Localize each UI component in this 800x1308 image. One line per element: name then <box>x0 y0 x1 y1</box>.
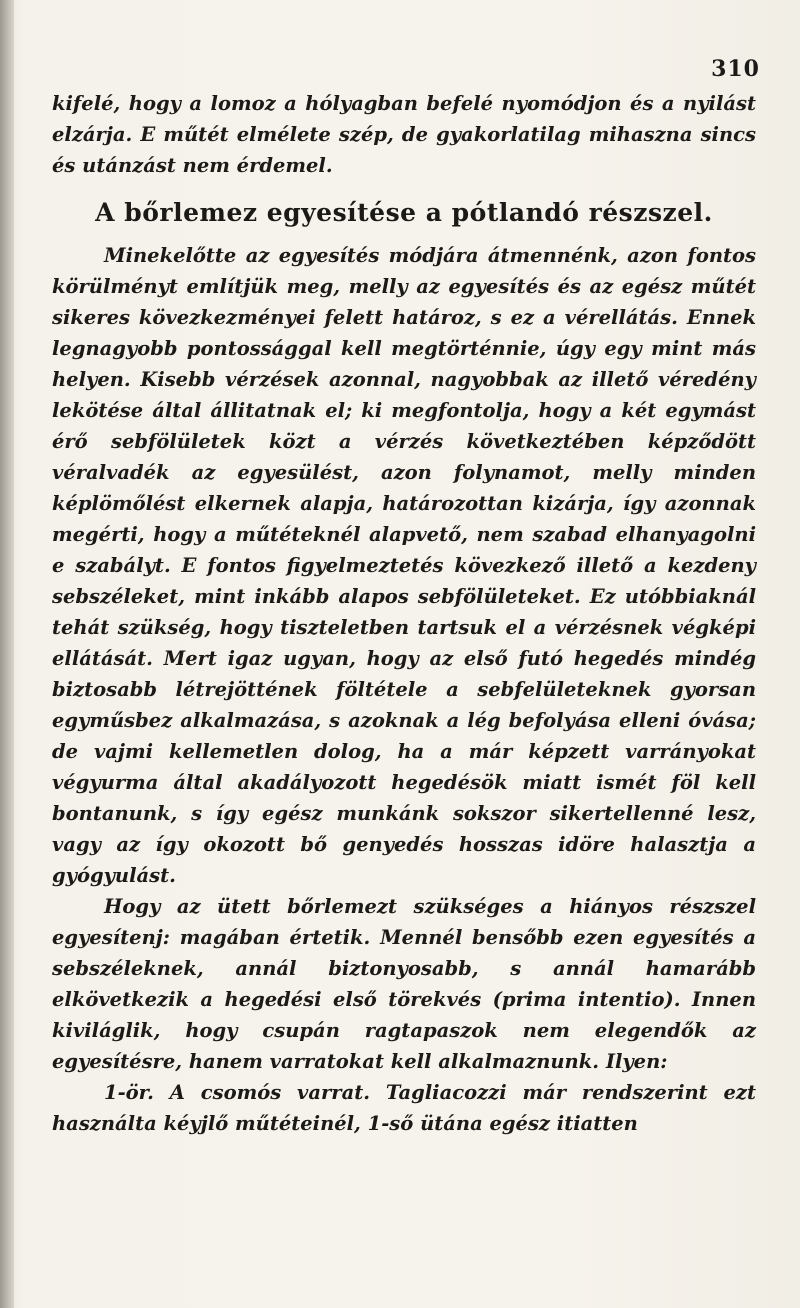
body-text <box>52 88 756 1139</box>
paragraph: kifelé, hogy a lomoz a hólyagban befelé nyomódjon és a nyilást elzárja. E műtét elmélete szép, de gyakorlatilag mihaszna sincs és utánzást nem érdemel. <box>52 92 756 177</box>
section-heading: A bőrlemez egyesítése a pótlandó részszel. <box>95 198 713 227</box>
paragraph: Hogy az ütett bőrlemezt szükséges a hiányos részszel egyesítenj: magában értetik. Mennél bensőbb ezen egyesítés a sebszéleknek, annál biztonyosabb, s annál hamarább elkövetkezik a hegedési első törekvés (prima intentio). Innen kiviláglik, hogy csupán ragtapaszok nem elegendők az egyesítésre, hanem varratokat kell alkalmaznunk. Ilyen: <box>52 895 756 1073</box>
binding-gutter <box>0 0 14 1308</box>
page-number: 310 <box>711 56 760 82</box>
paragraph: Minekelőtte az egyesítés módjára átmennénk, azon fontos körülményt említjük meg, melly az egyesítés és az egész műtét sikeres kövezkezményei felett határoz, s ez a vérellátás. Ennek legnagyobb pontossággal kell megtörténnie, úgy egy mint más helyen. Kisebb vérzések azonnal, nagyobbak az illető véredény lekötése által állitatnak el; ki megfontolja, hogy a két egymást érő sebfölületek közt a vérzés következtében képződött véralvadék az egyesülést, azon folynamot, melly minden képlömőlést elkernek alapja, határozottan kizárja, így azonnak megérti, hogy a műtéteknél alapvető, nem szabad elhanyagolni e szabályt. E fontos figyelmeztetés kövezkező illető a kezdeny sebszéleket, mint inkább alapos sebfölületeket. Ez utóbbiaknál tehát szükség, hogy tiszteletben tartsuk el a vérzésnek végképi ellátását. Mert igaz ugyan, hogy az első futó hegedés mindég biztosabb létrejöttének föltétele a sebfelületeknek gyorsan egyműsbez alkalmazása, s azoknak a lég befolyása elleni óvása; de vajmi kellemetlen dolog, ha a már képzett varrányokat végyurma által akadályozott hegedésök miatt ismét föl kell bontanunk, s így egész munkánk sokszor sikertellenné lesz, vagy az így okozott bő genyedés hosszas idöre halasztja a gyógyulást. <box>52 244 756 887</box>
paragraph: 1-ör. A csomós varrat. Tagliacozzi már rendszerint ezt használta kéyjlő műtéteinél, 1-ső ütána egész itiatten <box>52 1081 756 1135</box>
